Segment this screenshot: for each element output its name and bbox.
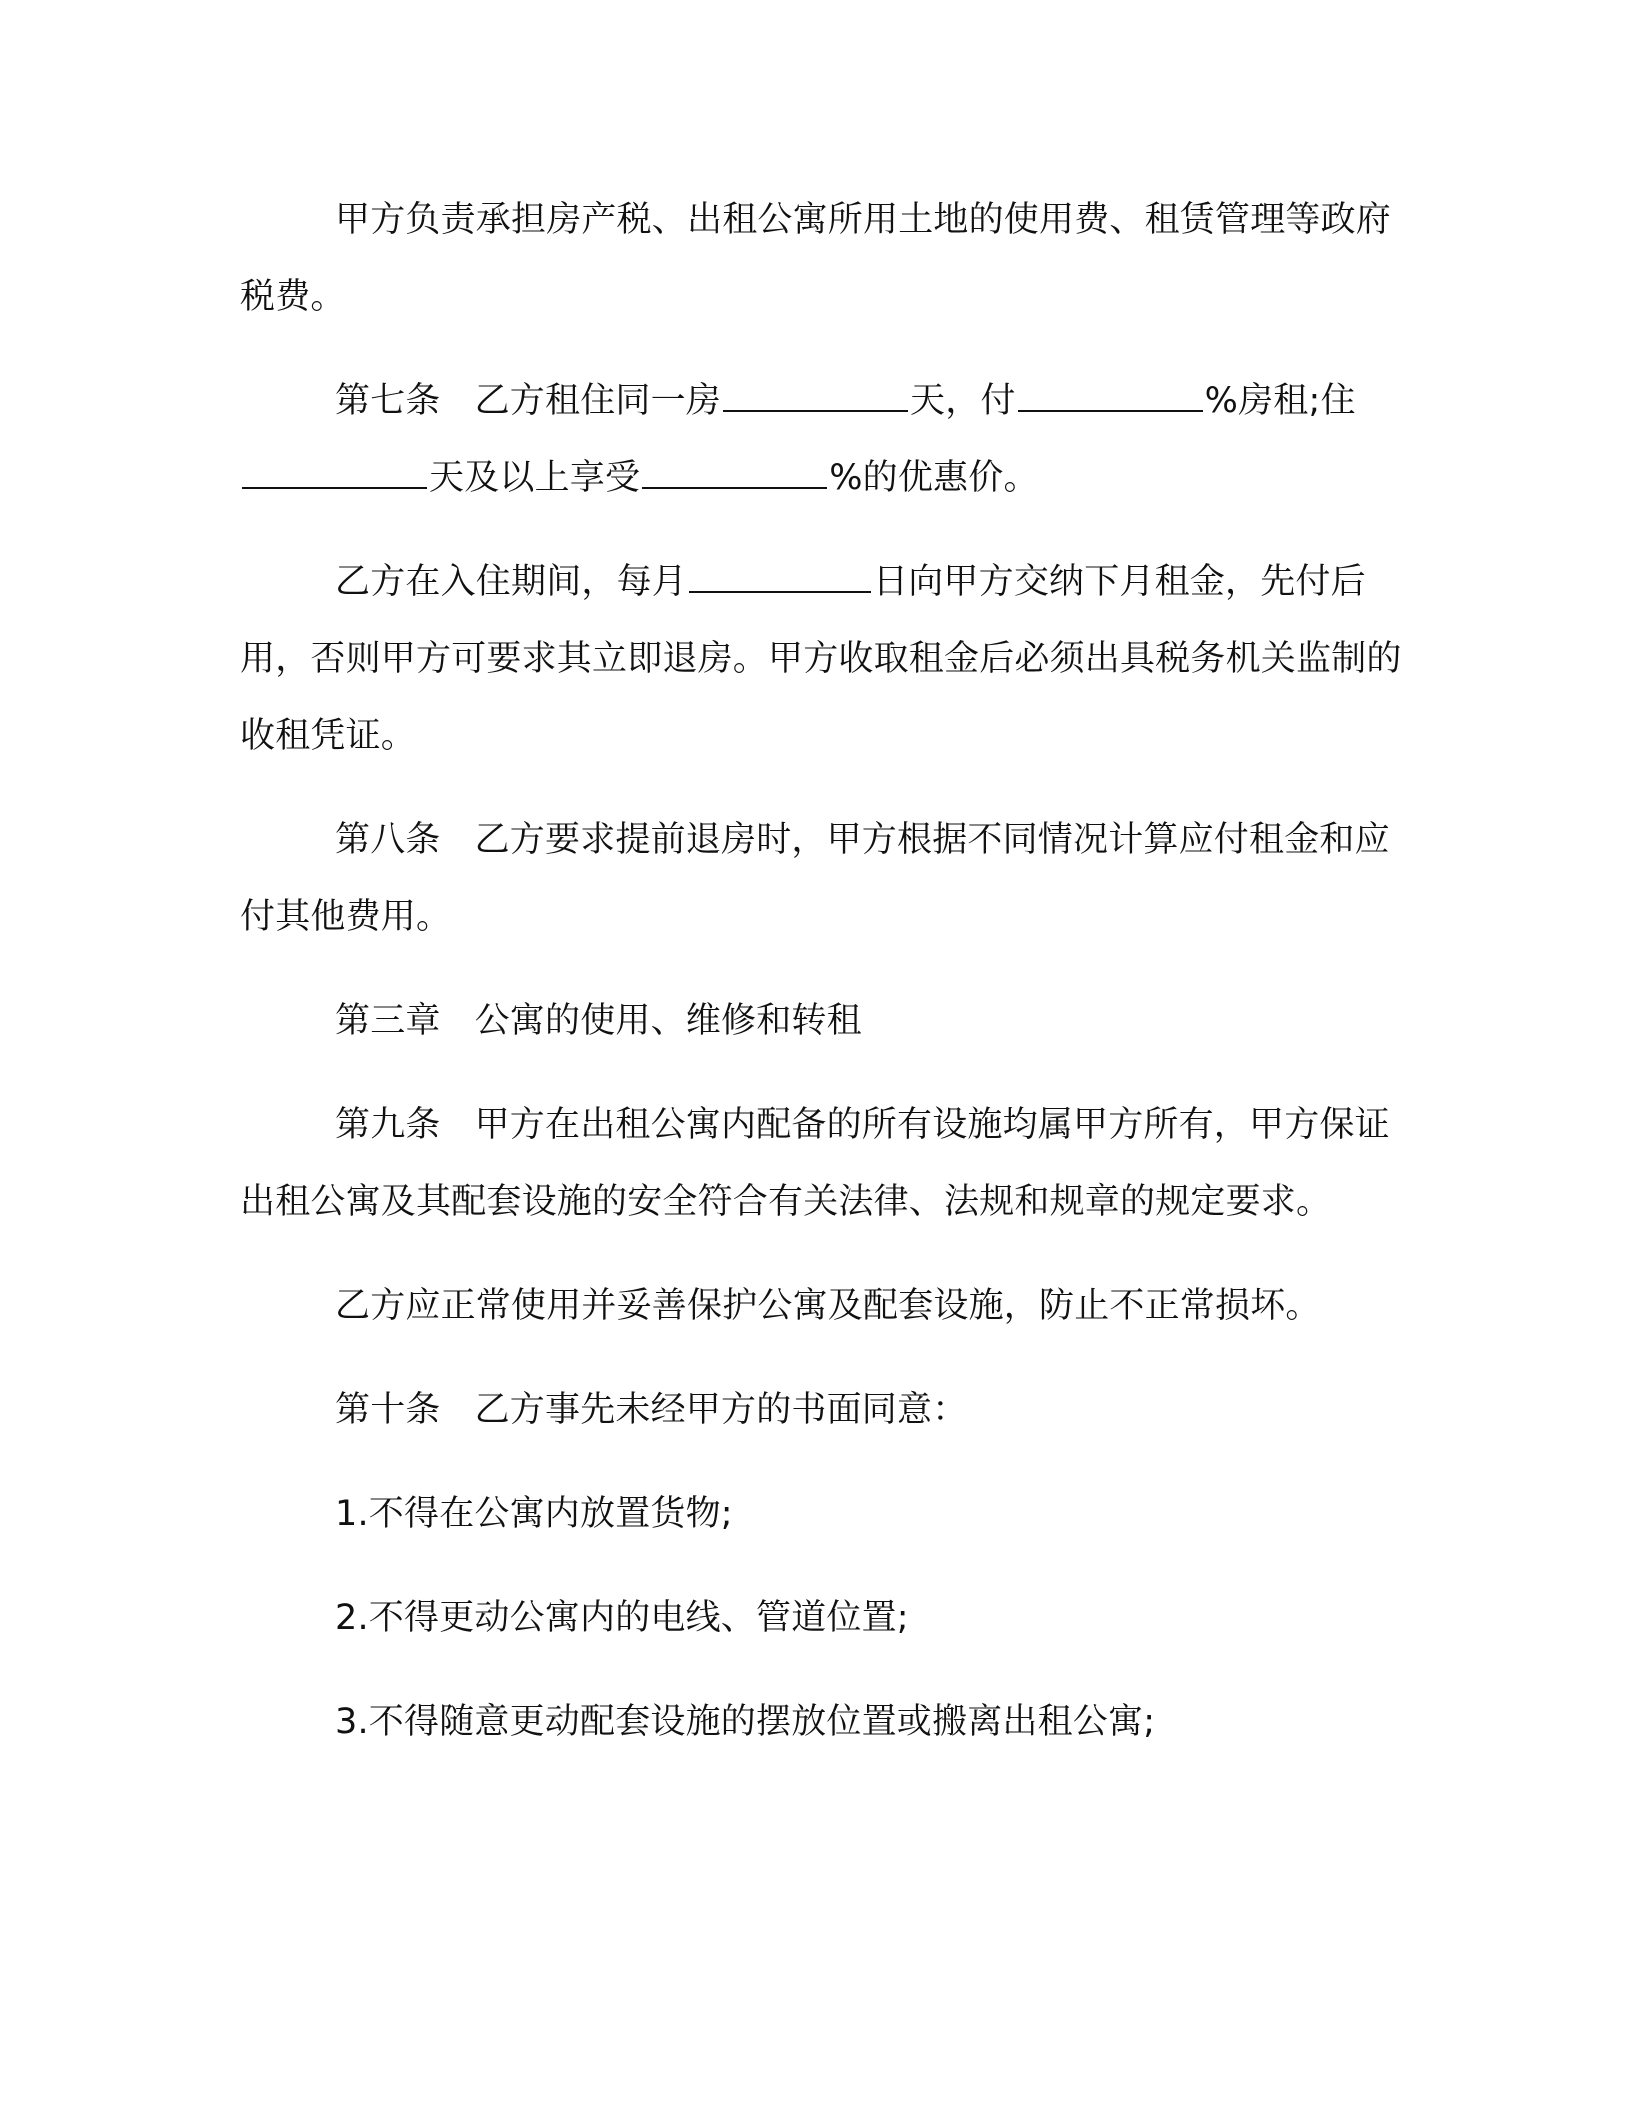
list-item-text: 2.不得更动公寓内的电线、管道位置; [335, 1598, 909, 1638]
paragraph-text: 日向甲方交纳下月租金，先付后用，否则甲方可要求其立即退房。甲方收取租金后必须出具税务机关监制的收租凭证。 [240, 562, 1402, 756]
paragraph-text: 甲方在出租公寓内配备的所有设施均属甲方所有，甲方保证出租公寓及其配套设施的安全符合有关法律、法规和规章的规定要求。 [240, 1105, 1390, 1222]
list-item-text: 3.不得随意更动配套设施的摆放位置或搬离出租公寓; [335, 1702, 1156, 1742]
article-label: 第十条 [335, 1390, 441, 1430]
paragraph-text: %的优惠价。 [829, 458, 1039, 498]
paragraph-text: 天及以上享受 [429, 458, 641, 498]
article-label: 第九条 [335, 1105, 441, 1145]
list-item-2 [240, 1580, 1410, 1657]
document-content [240, 182, 1410, 1788]
blank-line-discount-percent [642, 459, 827, 489]
paragraph-text: 乙方要求提前退房时，甲方根据不同情况计算应付租金和应付其他费用。 [240, 820, 1390, 937]
paragraph-text: 甲方负责承担房产税、出租公寓所用土地的使用费、租赁管理等政府税费。 [240, 200, 1392, 317]
article-label: 第七条 [335, 381, 441, 421]
paragraph-text: 乙方在入住期间，每月 [335, 562, 688, 602]
chapter-heading [240, 983, 1410, 1060]
paragraph-text: 天，付 [910, 381, 1016, 421]
paragraph-article-8 [240, 802, 1410, 956]
blank-line-rent-percent [1018, 382, 1203, 412]
paragraph-text: 乙方事先未经甲方的书面同意： [474, 1390, 968, 1430]
paragraph-text: %房租;住 [1204, 381, 1356, 421]
paragraph-text: 乙方应正常使用并妥善保护公寓及配套设施，防止不正常损坏。 [335, 1286, 1321, 1326]
paragraph-article-9 [240, 1087, 1410, 1241]
paragraph-rent-payment [240, 544, 1410, 775]
article-label: 第八条 [335, 820, 441, 860]
paragraph-facility-use [240, 1268, 1410, 1345]
blank-line-days [723, 382, 908, 412]
paragraph-text: 乙方租住同一房 [474, 381, 722, 421]
paragraph-tax [240, 182, 1410, 336]
list-item-text: 1.不得在公寓内放置货物; [335, 1494, 733, 1534]
chapter-label: 第三章 [335, 1001, 441, 1041]
list-item-1 [240, 1476, 1410, 1553]
paragraph-article-7 [240, 363, 1410, 517]
list-item-3 [240, 1684, 1410, 1761]
paragraph-article-10 [240, 1372, 1410, 1449]
blank-line-discount-days [242, 459, 427, 489]
chapter-title: 公寓的使用、维修和转租 [474, 1001, 862, 1041]
blank-line-payment-day [689, 563, 871, 593]
